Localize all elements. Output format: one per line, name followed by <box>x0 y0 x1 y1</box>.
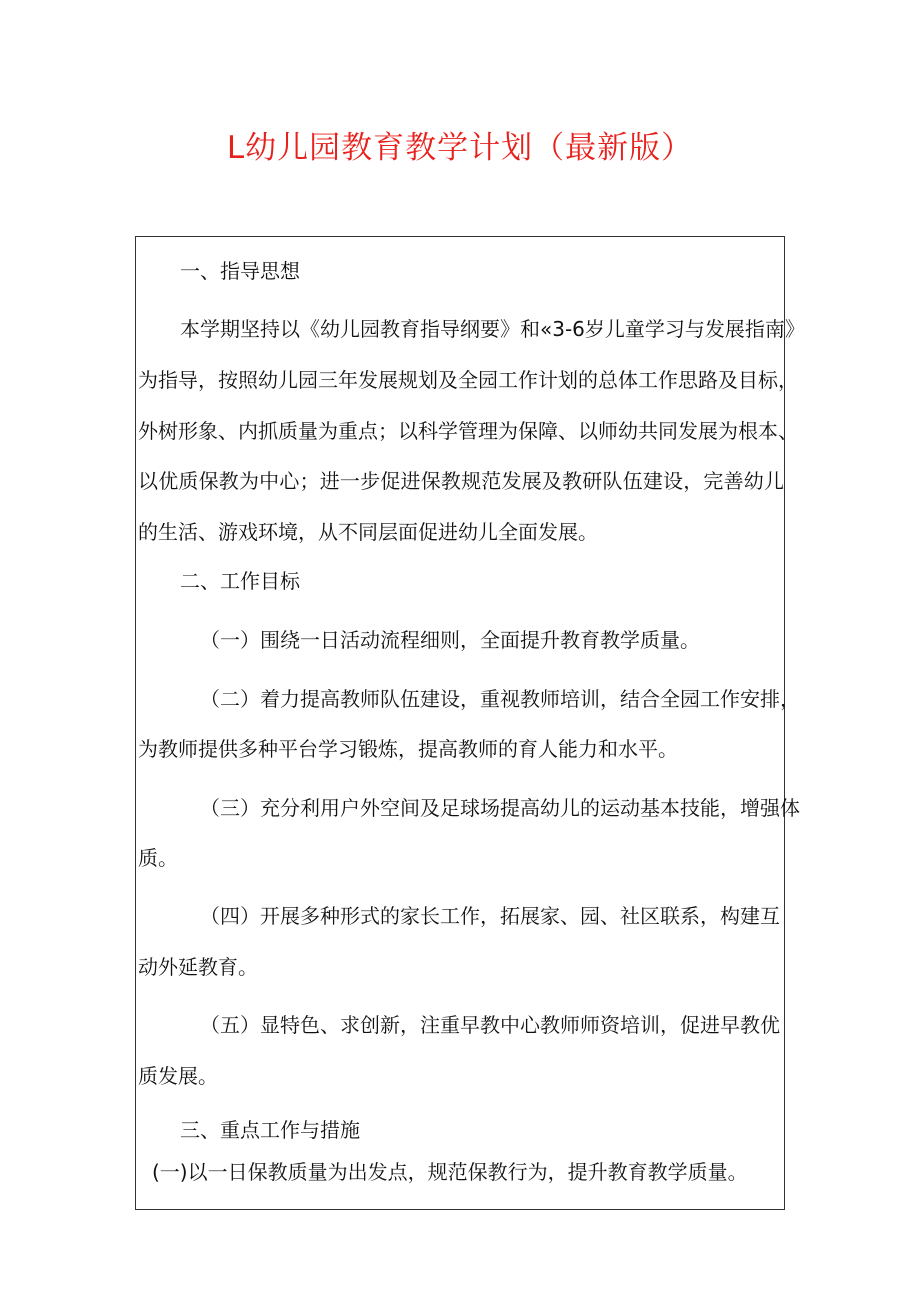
document-title: L幼儿园教育教学计划（最新版） <box>226 130 694 166</box>
measure-item: (一)以一日保教质量为出发点，规范保教行为，提升教育教学质量。 <box>152 1160 748 1184</box>
goal-item-continued: 为教师提供多种平台学习锻炼，提高教师的育人能力和水平。 <box>138 737 678 761</box>
section-heading-key-work: 三、重点工作与措施 <box>180 1118 360 1142</box>
goal-item-continued: 动外延教育。 <box>138 955 258 979</box>
paragraph-line: 的生活、游戏环境，从不同层面促进幼儿全面发展。 <box>138 520 598 544</box>
goal-item: （五）显特色、求创新，注重早教中心教师师资培训，促进早教优 <box>200 1013 780 1037</box>
section-heading-guiding-ideology: 一、指导思想 <box>180 259 300 283</box>
paragraph-line: 以优质保教为中心；进一步促进保教规范发展及教研队伍建设，完善幼儿 <box>138 469 784 493</box>
paragraph-line: 外树形象、内抓质量为重点；以科学管理为保障、以师幼共同发展为根本、 <box>138 419 798 443</box>
goal-item: （四）开展多种形式的家长工作，拓展家、园、社区联系，构建互 <box>200 904 780 928</box>
section-heading-work-goals: 二、工作目标 <box>180 569 300 593</box>
paragraph-line: 本学期坚持以《幼儿园教育指导纲要》和«3-6岁儿童学习与发展指南》 <box>180 317 805 341</box>
content-box <box>135 236 805 1210</box>
goal-item-continued: 质。 <box>138 846 178 870</box>
goal-item-continued: 质发展。 <box>138 1064 218 1088</box>
goal-item: （二）着力提高教师队伍建设，重视教师培训，结合全园工作安排， <box>200 687 800 711</box>
paragraph-line: 为指导，按照幼儿园三年发展规划及全园工作计划的总体工作思路及目标， <box>138 368 798 392</box>
goal-item: （三）充分利用户外空间及足球场提高幼儿的运动基本技能，增强体 <box>200 796 800 820</box>
goal-item: （一）围绕一日活动流程细则，全面提升教育教学质量。 <box>200 628 700 652</box>
